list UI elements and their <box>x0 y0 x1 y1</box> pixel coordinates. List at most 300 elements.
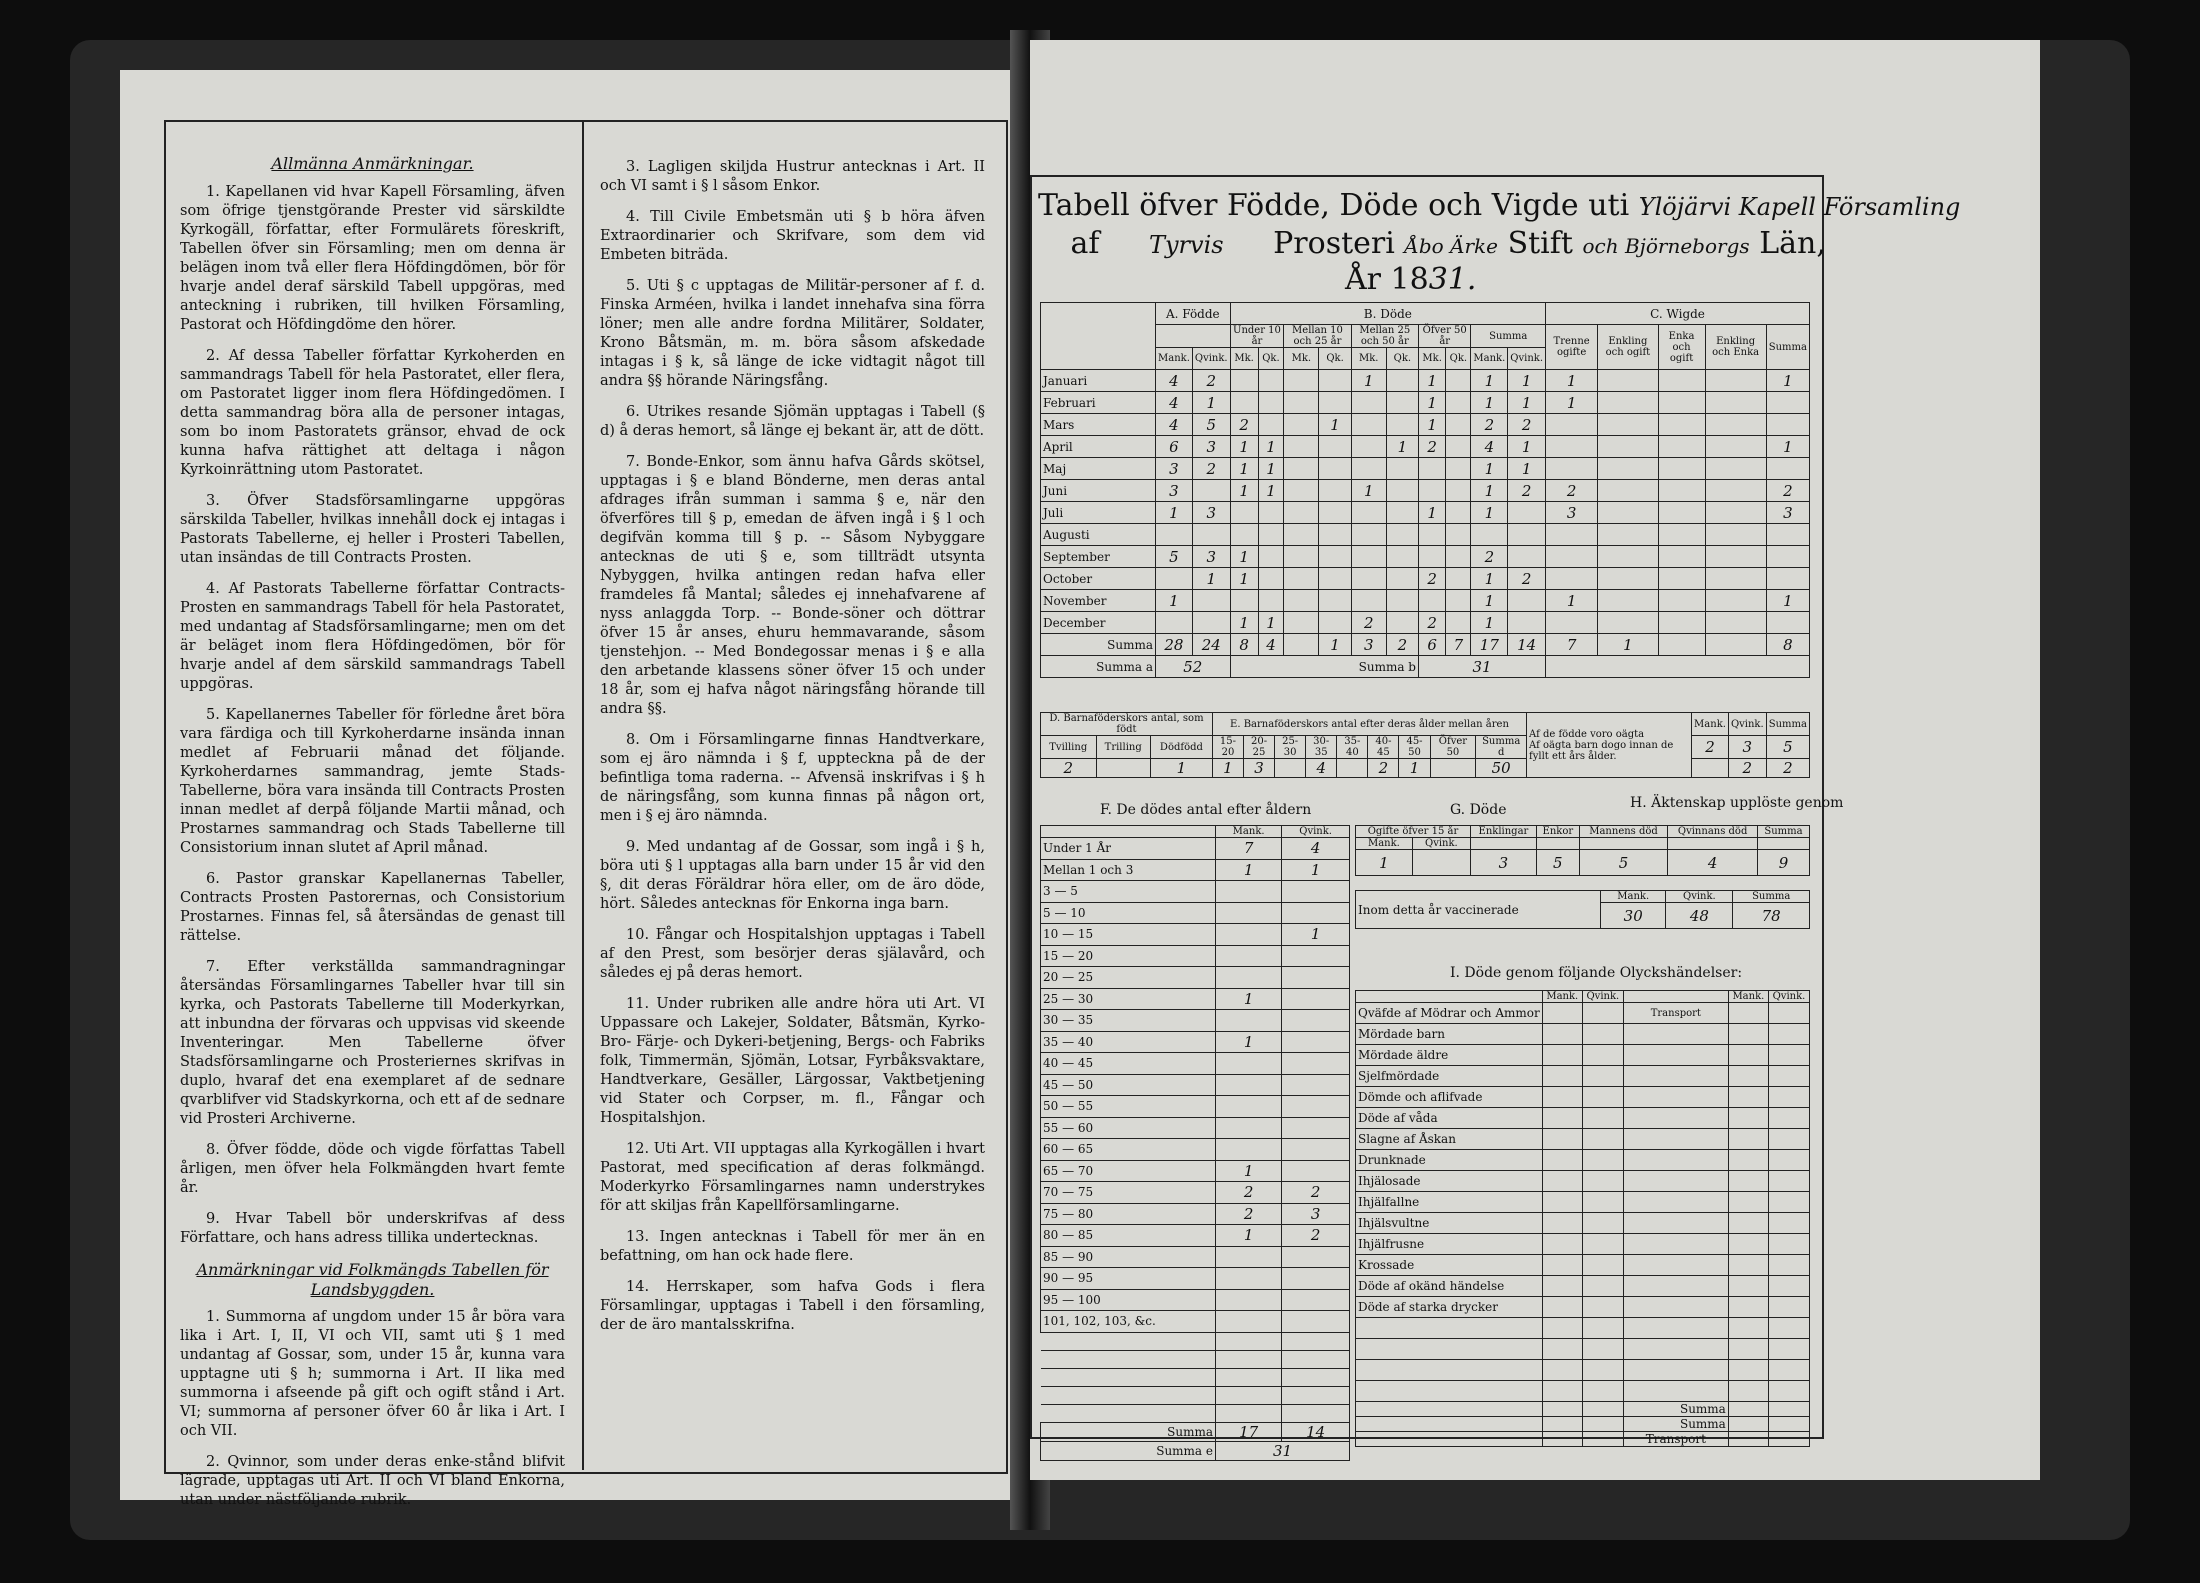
vaccination-value: 48 <box>1666 903 1733 929</box>
marriage-sum: 1 <box>1766 370 1809 392</box>
marriage-cell <box>1546 414 1598 436</box>
sum-cell: 1 <box>1598 634 1658 656</box>
age-label: 60 — 65 <box>1041 1139 1216 1161</box>
death-cell <box>1418 546 1445 568</box>
sum-cell: 4 <box>1258 634 1284 656</box>
accident-row <box>1356 1024 1810 1045</box>
age-group-header: Summa <box>1471 325 1546 348</box>
death-cell <box>1284 370 1319 392</box>
qvink-header: Qvink. <box>1582 991 1623 1003</box>
accident-label: Mördade barn <box>1356 1024 1543 1045</box>
illegitimate-died-value <box>1692 759 1729 778</box>
age-label: 40 — 45 <box>1041 1053 1216 1075</box>
death-male <box>1216 1246 1282 1268</box>
death-cell <box>1319 502 1351 524</box>
death-female <box>1282 1139 1350 1161</box>
sum-cell: 1 <box>1319 634 1351 656</box>
death-cell <box>1351 436 1386 458</box>
marriage-type-header: Summa <box>1766 325 1809 370</box>
d-header: Tvilling <box>1041 736 1097 759</box>
accident-row <box>1356 1171 1810 1192</box>
d-value: 1 <box>1150 759 1212 778</box>
section-i-title: I. Döde genom följande Olyckshändelser: <box>1450 965 1743 981</box>
accident-label: Drunknade <box>1356 1150 1543 1171</box>
death-female <box>1282 1246 1350 1268</box>
e-value <box>1430 759 1476 778</box>
death-male: 1 <box>1216 1225 1282 1247</box>
accident-row <box>1356 1255 1810 1276</box>
death-cell <box>1230 370 1258 392</box>
i-summa-label-2: Summa <box>1623 1417 1728 1432</box>
accident-row <box>1356 1213 1810 1234</box>
death-cell <box>1351 414 1386 436</box>
death-cell <box>1446 590 1471 612</box>
accident-label: Krossade <box>1356 1255 1543 1276</box>
death-cell <box>1319 458 1351 480</box>
mank-header: Mank. <box>1156 348 1193 370</box>
month-row <box>1041 568 1810 590</box>
illegitimate-died-label: Af oägta barn dogo innan de fyllt ett års ålder. <box>1529 739 1674 762</box>
marriage-cell <box>1546 546 1598 568</box>
marriage-sum <box>1766 612 1809 634</box>
death-cell: 1 <box>1258 458 1284 480</box>
remark-paragraph: 13. Ingen antecknas i Tabell för mer än en befattning, om han ock hade flere. <box>600 1229 985 1264</box>
death-cell <box>1386 612 1418 634</box>
month-row <box>1041 612 1810 634</box>
death-cell: 1 <box>1230 480 1258 502</box>
age-group-header: Mellan 10 och 25 år <box>1284 325 1351 348</box>
remark-paragraph: 9. Med undantag af de Gossar, som ingå i § h, böra uti § l upptagas alla barn under 15 år vid den §, dit deras Föräldrar höra eller, om de äro döde, hört. Således antecknas för Enkorna inga barn. <box>600 839 985 912</box>
qvink-header: Qvink. <box>1412 838 1470 850</box>
death-cell: 1 <box>1508 370 1546 392</box>
death-male: 1 <box>1216 1160 1282 1182</box>
marriage-cell <box>1546 436 1598 458</box>
year-handwritten: 31. <box>1428 262 1477 297</box>
month-label: October <box>1041 568 1156 590</box>
illegitimate-born-value: 5 <box>1766 736 1809 759</box>
accident-label: Döde af starka drycker <box>1356 1297 1543 1318</box>
section-d-header: D. Barnaföderskors antal, som födt <box>1041 713 1213 736</box>
death-cell: 1 <box>1258 480 1284 502</box>
death-cell <box>1284 480 1319 502</box>
remark-paragraph: 4. Af Pastorats Tabellerne författar Contracts-Prosten en sammandrags Tabell för hela Pastoratet, med undantag af Stadsförsamlingarne; men om det är beläget inom flera Höfdingedömen, bör för hvarje andel af dem särskild sammandrags Tabell uppgöras. <box>180 581 565 692</box>
accident-row <box>1356 1276 1810 1297</box>
age-row <box>1041 1160 1350 1182</box>
illegitimate-died-value: 2 <box>1728 759 1766 778</box>
death-cell <box>1386 568 1418 590</box>
death-cell <box>1508 612 1546 634</box>
month-row <box>1041 392 1810 414</box>
age-row <box>1041 1096 1350 1118</box>
e-value: 3 <box>1244 759 1275 778</box>
death-female <box>1282 1289 1350 1311</box>
death-cell <box>1446 568 1471 590</box>
accident-label: Slagne af Åskan <box>1356 1129 1543 1150</box>
remark-paragraph: 1. Kapellanen vid hvar Kapell Församling, äfven som öfrige tjenstgörande Prester vid särskildte Kyrkogäll, författar, efter Formulärets föreskrift, Tabellen öfver sin Församling; men om denna är belägen inom två eller flera Höfdingdömen, bör för hvarje andel deraf särskild Tabell uppgöras, med anteckning i rubriken, till hvilken Församling, Pastorat och Höfdingdöme den hörer. <box>180 184 565 333</box>
death-cell <box>1258 502 1284 524</box>
death-cell <box>1319 590 1351 612</box>
pastorat-handwritten: Tyrvis <box>1148 231 1224 259</box>
death-cell: 1 <box>1508 392 1546 414</box>
age-group-header: Öfver 50 år <box>1418 325 1470 348</box>
remark-paragraph: 11. Under rubriken alle andre höra uti Art. VI Uppassare och Lakejer, Soldater, Båtsmän, Kyrko- Bro- Färje- och Dykeri-betjening, Bergs- och Fabriks folk, Timmermän, Sjömän, Lotsar, Fyrbåksvaktare, Handtverkare, Gesäller, Lärgossar, Vaktbetjening vid Stater och Corpser, m. fl., Fångar och Hospitalshjon. <box>600 996 985 1126</box>
born-female: 3 <box>1192 502 1230 524</box>
qk-header: Qk. <box>1319 348 1351 370</box>
e-header: 30-35 <box>1306 736 1337 759</box>
accident-label: Mördade äldre <box>1356 1045 1543 1066</box>
age-label: 10 — 15 <box>1041 924 1216 946</box>
e-header: 15-20 <box>1212 736 1243 759</box>
death-cell: 1 <box>1471 458 1508 480</box>
month-row <box>1041 436 1810 458</box>
g-header: Enklingar <box>1470 826 1536 838</box>
death-male <box>1216 1117 1282 1139</box>
h-header: Mannens död <box>1579 826 1668 838</box>
transport-label: Transport <box>1623 1003 1728 1024</box>
death-female <box>1282 1160 1350 1182</box>
death-female <box>1282 1031 1350 1053</box>
vaccination-value: 78 <box>1733 903 1810 929</box>
born-male: 1 <box>1156 502 1193 524</box>
marriage-cell <box>1546 568 1598 590</box>
marriage-type-header: Trenne ogifte <box>1546 325 1598 370</box>
born-female <box>1192 524 1230 546</box>
death-cell <box>1508 546 1546 568</box>
mk-header: Mk. <box>1284 348 1319 370</box>
death-cell: 1 <box>1351 480 1386 502</box>
death-cell: 1 <box>1258 436 1284 458</box>
qvink-header: Qvink. <box>1282 826 1350 838</box>
death-cell: 1 <box>1230 568 1258 590</box>
accident-label: Ihjälsvultne <box>1356 1213 1543 1234</box>
death-cell <box>1258 546 1284 568</box>
age-row <box>1041 967 1350 989</box>
sum-cell: 6 <box>1418 634 1445 656</box>
marriage-cell: 2 <box>1546 480 1598 502</box>
death-cell: 2 <box>1508 568 1546 590</box>
accident-label: Qväfde af Mödrar och Ammor <box>1356 1003 1543 1024</box>
death-female <box>1282 1010 1350 1032</box>
e-value: 2 <box>1368 759 1399 778</box>
age-label: 65 — 70 <box>1041 1160 1216 1182</box>
summa-header: Summa <box>1733 891 1810 903</box>
accident-label: Döde af okänd händelse <box>1356 1276 1543 1297</box>
marriage-type-header: Enkling och Enka <box>1705 325 1766 370</box>
death-cell: 1 <box>1471 480 1508 502</box>
summa-a-value: 52 <box>1156 656 1231 678</box>
month-row <box>1041 414 1810 436</box>
table-title-line-2 <box>1038 226 1826 264</box>
illegitimate-died-value: 2 <box>1766 759 1809 778</box>
death-cell <box>1351 546 1386 568</box>
title-lan: Län, <box>1759 226 1826 261</box>
born-female: 2 <box>1192 458 1230 480</box>
death-cell: 1 <box>1471 392 1508 414</box>
death-cell: 1 <box>1418 392 1445 414</box>
born-male: 3 <box>1156 458 1193 480</box>
death-female <box>1282 1096 1350 1118</box>
mank-header: Mank. <box>1216 826 1282 838</box>
death-cell <box>1386 502 1418 524</box>
death-cell <box>1446 392 1471 414</box>
age-label: Under 1 År <box>1041 838 1216 860</box>
death-cell: 1 <box>1471 568 1508 590</box>
marriage-cell <box>1546 458 1598 480</box>
qk-header: Qk. <box>1446 348 1471 370</box>
death-female <box>1282 902 1350 924</box>
marriage-sum: 3 <box>1766 502 1809 524</box>
summa-label: Summa <box>1041 634 1156 656</box>
month-label: Augusti <box>1041 524 1156 546</box>
age-label: 3 — 5 <box>1041 881 1216 903</box>
age-label: 101, 102, 103, &c. <box>1041 1311 1216 1333</box>
death-cell <box>1508 590 1546 612</box>
d-value <box>1096 759 1150 778</box>
section-g-title: G. Döde <box>1450 802 1507 818</box>
age-group-header: Mellan 25 och 50 år <box>1351 325 1418 348</box>
births-deaths-marriages-table <box>1040 302 1810 678</box>
summa-header: Summa <box>1766 713 1809 736</box>
age-label: Mellan 1 och 3 <box>1041 859 1216 881</box>
death-cell <box>1351 590 1386 612</box>
age-row <box>1041 1010 1350 1032</box>
month-label: Januari <box>1041 370 1156 392</box>
born-female: 3 <box>1192 436 1230 458</box>
death-male <box>1216 1268 1282 1290</box>
month-label: September <box>1041 546 1156 568</box>
born-male: 4 <box>1156 414 1193 436</box>
born-female <box>1192 590 1230 612</box>
death-female <box>1282 945 1350 967</box>
death-cell: 1 <box>1230 458 1258 480</box>
age-row <box>1041 1203 1350 1225</box>
month-label: Februari <box>1041 392 1156 414</box>
f-sum: 14 <box>1282 1422 1350 1441</box>
accidents-table <box>1355 990 1810 1447</box>
death-female <box>1282 1117 1350 1139</box>
section-b-header: B. Döde <box>1230 303 1545 325</box>
g-value <box>1412 850 1470 876</box>
sum-cell: 3 <box>1351 634 1386 656</box>
death-female: 1 <box>1282 924 1350 946</box>
death-female <box>1282 1268 1350 1290</box>
month-row <box>1041 546 1810 568</box>
death-cell <box>1446 458 1471 480</box>
death-cell <box>1284 436 1319 458</box>
sum-cell <box>1284 634 1319 656</box>
age-row <box>1041 1182 1350 1204</box>
born-female: 2 <box>1192 370 1230 392</box>
accident-row <box>1356 1297 1810 1318</box>
illegitimate-born-label: Af de födde voro oägta <box>1529 728 1645 740</box>
death-cell: 2 <box>1351 612 1386 634</box>
i-summa-label: Summa <box>1623 1402 1728 1417</box>
death-cell: 1 <box>1508 458 1546 480</box>
accident-row <box>1356 1087 1810 1108</box>
death-cell: 1 <box>1230 546 1258 568</box>
sum-cell: 17 <box>1471 634 1508 656</box>
age-row <box>1041 1289 1350 1311</box>
marriage-cell: 3 <box>1546 502 1598 524</box>
death-cell <box>1351 502 1386 524</box>
death-male: 2 <box>1216 1182 1282 1204</box>
death-female: 2 <box>1282 1225 1350 1247</box>
death-cell: 1 <box>1230 612 1258 634</box>
age-label: 20 — 25 <box>1041 967 1216 989</box>
death-male: 7 <box>1216 838 1282 860</box>
death-cell <box>1446 370 1471 392</box>
mank-header: Mank. <box>1601 891 1666 903</box>
age-label: 75 — 80 <box>1041 1203 1216 1225</box>
e-value: 4 <box>1306 759 1337 778</box>
f-summa-label: Summa <box>1041 1422 1216 1441</box>
death-cell <box>1284 524 1319 546</box>
death-female <box>1282 1053 1350 1075</box>
marriage-type-header: Enkling och ogift <box>1598 325 1658 370</box>
death-cell <box>1418 458 1445 480</box>
marriage-cell <box>1546 612 1598 634</box>
age-label: 95 — 100 <box>1041 1289 1216 1311</box>
accident-row <box>1356 1108 1810 1129</box>
death-male <box>1216 967 1282 989</box>
death-cell <box>1446 546 1471 568</box>
sum-cell: 2 <box>1386 634 1418 656</box>
death-female: 3 <box>1282 1203 1350 1225</box>
accident-row <box>1356 1045 1810 1066</box>
death-cell: 1 <box>1508 436 1546 458</box>
death-cell <box>1284 612 1319 634</box>
age-row <box>1041 945 1350 967</box>
qvink-header: Qvink. <box>1192 348 1230 370</box>
year-prefix: År 18 <box>1345 262 1429 297</box>
mk-header: Mk. <box>1418 348 1445 370</box>
title-stift: Stift <box>1507 226 1573 261</box>
remark-paragraph: 1. Summorna af ungdom under 15 år böra vara lika i Art. I, II, VI och VII, samt uti § 1 med undantag af Gossar, som, under 15 år, kunna vara upptagne uti § h; summorna i Art. II lika med summorna i afseende på gift och ogift stånd i Art. VI; summorna af personer öfver 60 år lika i Art. I och VII. <box>180 1309 565 1439</box>
born-male: 5 <box>1156 546 1193 568</box>
accident-row <box>1356 1003 1810 1024</box>
death-cell <box>1284 502 1319 524</box>
death-cell <box>1508 502 1546 524</box>
qvink-header: Qvink. <box>1508 348 1546 370</box>
death-cell: 1 <box>1471 370 1508 392</box>
death-cell: 4 <box>1471 436 1508 458</box>
death-cell <box>1258 590 1284 612</box>
remark-paragraph: 10. Fångar och Hospitalshjon upptagas i Tabell af den Prest, som besörjer deras själavård, och således ej på deras hemort. <box>600 927 985 981</box>
death-cell <box>1386 458 1418 480</box>
marriage-sum <box>1766 458 1809 480</box>
section-c-header: C. Wigde <box>1546 303 1810 325</box>
mank-header: Mank. <box>1728 991 1768 1003</box>
death-cell <box>1386 546 1418 568</box>
marriage-sum <box>1766 546 1809 568</box>
illegitimate-born-value: 3 <box>1728 736 1766 759</box>
deaths-marriage-dissolved-table <box>1355 825 1810 876</box>
qk-header: Qk. <box>1386 348 1418 370</box>
marriage-sum: 1 <box>1766 436 1809 458</box>
born-male <box>1156 524 1193 546</box>
death-cell <box>1319 436 1351 458</box>
e-value: 50 <box>1476 759 1527 778</box>
accident-label: Dömde och aflifvade <box>1356 1087 1543 1108</box>
born-female: 3 <box>1192 546 1230 568</box>
right-page <box>1030 40 2040 1480</box>
marriage-cell: 1 <box>1546 590 1598 612</box>
marriage-cell <box>1546 524 1598 546</box>
month-col-header <box>1041 303 1156 370</box>
section-h-title: H. Äktenskap upplöste genom <box>1630 795 1844 811</box>
g-header: Enkor <box>1536 826 1579 838</box>
age-label: 85 — 90 <box>1041 1246 1216 1268</box>
summa-b-label: Summa b <box>1230 656 1418 678</box>
remark-paragraph: 9. Hvar Tabell bör underskrifvas af dess Författare, och hans adress tillika undertecknas. <box>180 1211 565 1246</box>
death-cell: 1 <box>1386 436 1418 458</box>
death-male <box>1216 1010 1282 1032</box>
marriage-cell: 1 <box>1546 370 1598 392</box>
marriage-sum: 2 <box>1766 480 1809 502</box>
born-female: 1 <box>1192 392 1230 414</box>
death-cell: 1 <box>1418 502 1445 524</box>
title-prefix: Tabell öfver Födde, Döde och Vigde uti <box>1038 188 1630 223</box>
sum-cell: 14 <box>1508 634 1546 656</box>
death-cell: 1 <box>1418 370 1445 392</box>
marriage-sum <box>1766 414 1809 436</box>
death-cell <box>1230 590 1258 612</box>
death-cell <box>1386 480 1418 502</box>
death-male <box>1216 1074 1282 1096</box>
sum-cell: 8 <box>1766 634 1809 656</box>
mank-header: Mank. <box>1356 838 1413 850</box>
born-female: 1 <box>1192 568 1230 590</box>
death-cell <box>1386 414 1418 436</box>
death-cell: 2 <box>1471 546 1508 568</box>
left-page <box>120 70 1035 1508</box>
age-label: 45 — 50 <box>1041 1074 1216 1096</box>
death-cell <box>1446 502 1471 524</box>
death-cell: 1 <box>1258 612 1284 634</box>
marriage-sum <box>1766 392 1809 414</box>
remark-paragraph: 2. Qvinnor, som under deras enke-stånd blifvit lägrade, upptagas uti Art. II och VI bland Enkorna, utan under nästföljande rubrik. <box>180 1454 565 1508</box>
death-male <box>1216 902 1282 924</box>
remark-paragraph: 3. Öfver Stadsförsamlingarne uppgöras särskilda Tabeller, hvilkas innehåll dock ej intagas i Pastorats Tabellerne, ej heller i Prosteri Tabellen, utan insändas de till Contracts Prosten. <box>180 493 565 566</box>
month-label: Juli <box>1041 502 1156 524</box>
month-row <box>1041 502 1810 524</box>
month-label: Mars <box>1041 414 1156 436</box>
death-male: 2 <box>1216 1203 1282 1225</box>
month-row <box>1041 480 1810 502</box>
death-cell <box>1258 524 1284 546</box>
death-cell: 1 <box>1471 502 1508 524</box>
remark-paragraph: 7. Efter verkställda sammandragningar återsändas Församlingarnes Tabeller hvar till sin kyrka, och Pastorats Tabellerne till Moderkyrkan, att inbundna der förvaras och uppvisas vid skeende Inventeringar. Men Tabellerne öfver Stadsförsamlingarne och Prosteriernes skrifvas in duplo, hvaraf det ena exemplaret af de sednare qvarblifver vid Stadskyrkorna, och ett af de sednare vid Prosteri Archiverne. <box>180 959 565 1127</box>
month-label: April <box>1041 436 1156 458</box>
remark-paragraph: 5. Uti § c upptagas de Militär-personer af f. d. Finska Arméen, hvilka i landet innehafva sina förra löner; men alle andre fordna Militärer, Soldater, Krono Båtsmän, m. m. böra såsom afskedade intagas i § k, så länge de icke vidtagit något till andra §§ hörande Näringsfång. <box>600 278 985 389</box>
d-header: Dödfödd <box>1150 736 1212 759</box>
death-cell: 1 <box>1351 370 1386 392</box>
remark-paragraph: 12. Uti Art. VII upptagas alla Kyrkogällen i hvart Pastorat, med specification af deras folkmängd. Moderkyrko Församlingarnes namn understrykes för att skiljas från Kapellförsamlingarne. <box>600 1141 985 1214</box>
born-male: 1 <box>1156 590 1193 612</box>
month-row <box>1041 370 1810 392</box>
section-f-title: F. De dödes antal efter åldern <box>1100 802 1312 818</box>
death-cell: 1 <box>1319 414 1351 436</box>
death-male: 1 <box>1216 988 1282 1010</box>
age-row <box>1041 1074 1350 1096</box>
age-row <box>1041 1139 1350 1161</box>
death-cell <box>1230 392 1258 414</box>
landsbygd-subheading: Anmärkningar vid Folkmängds Tabellen för Landsbyggden. <box>196 1260 549 1299</box>
death-male <box>1216 881 1282 903</box>
death-cell <box>1230 524 1258 546</box>
table-title <box>1038 188 1960 225</box>
death-cell: 1 <box>1471 612 1508 634</box>
